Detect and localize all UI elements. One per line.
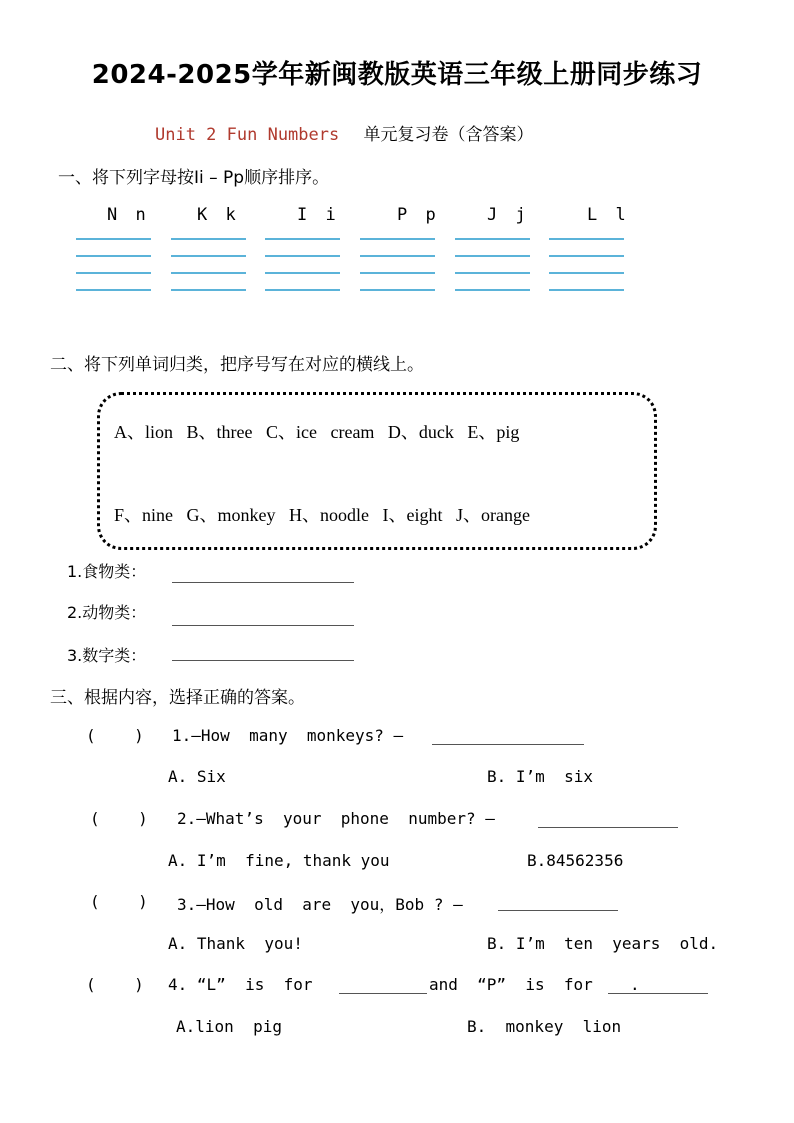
section2-heading: 二、将下列单词归类，把序号写在对应的横线上。	[50, 355, 424, 375]
option-b: B.84562356	[527, 851, 624, 870]
category-food-label: 1.食物类：	[67, 562, 147, 581]
answer-blank[interactable]	[339, 993, 427, 994]
word-row-2: F、nine G、monkey H、noodle I、eight J、orange	[114, 505, 530, 525]
answer-paren[interactable]: ( )	[86, 975, 144, 994]
category-animal-blank[interactable]	[172, 625, 354, 626]
question-stem-end: .	[630, 975, 640, 994]
section1-heading: 一、将下列字母按Ii – Pp顺序排序。	[58, 168, 330, 188]
letter-item: K k	[197, 205, 240, 225]
letter-item: N n	[107, 205, 150, 225]
category-animal-label: 2.动物类：	[67, 603, 147, 622]
question-stem-part1: 4. “L” is for	[168, 975, 313, 994]
question-stem: 2.—What’s your phone number? —	[177, 809, 495, 828]
answer-paren[interactable]: ( )	[90, 809, 148, 828]
answer-paren[interactable]: ( )	[86, 726, 144, 745]
option-b: B. monkey lion	[467, 1017, 622, 1036]
writing-grid[interactable]	[76, 238, 151, 292]
option-a: A. Thank you!	[168, 934, 303, 953]
question-stem-part2: and “P” is for	[429, 975, 593, 994]
option-a: A.lion pig	[176, 1017, 282, 1036]
option-b: B. I’m six	[487, 767, 593, 786]
writing-grid[interactable]	[171, 238, 246, 292]
answer-blank[interactable]	[538, 827, 678, 828]
category-number-label: 3.数字类：	[67, 646, 147, 665]
unit-heading	[155, 120, 533, 145]
option-a: A. Six	[168, 767, 226, 786]
category-food-blank[interactable]	[172, 582, 354, 583]
letter-item: P p	[397, 205, 440, 225]
letter-item: I i	[297, 205, 340, 225]
option-a: A. I’m fine, thank you	[168, 851, 390, 870]
option-b: B. I’m ten years old.	[487, 934, 719, 953]
category-number-blank[interactable]	[172, 660, 354, 661]
answer-paren[interactable]: ( )	[90, 892, 148, 911]
answer-blank[interactable]	[608, 993, 708, 994]
question-stem: 1.—How many monkeys? —	[172, 726, 404, 745]
answer-blank[interactable]	[498, 910, 618, 911]
unit-subtitle: 单元复习卷（含答案）	[363, 125, 534, 145]
writing-grid[interactable]	[265, 238, 340, 292]
letter-item: L l	[587, 205, 630, 225]
letter-item: J j	[487, 205, 530, 225]
word-row-1: A、lion B、three C、ice cream D、duck E、pig	[114, 422, 520, 442]
unit-name: Unit 2 Fun Numbers	[155, 125, 340, 145]
question-stem: 3.—How old are you，Bob ? —	[177, 895, 463, 914]
section3-heading: 三、根据内容，选择正确的答案。	[50, 688, 305, 708]
answer-blank[interactable]	[432, 744, 584, 745]
page-title: 2024-2025学年新闽教版英语三年级上册同步练习	[91, 60, 703, 90]
writing-grid[interactable]	[455, 238, 530, 292]
writing-grid[interactable]	[549, 238, 624, 292]
writing-grid[interactable]	[360, 238, 435, 292]
